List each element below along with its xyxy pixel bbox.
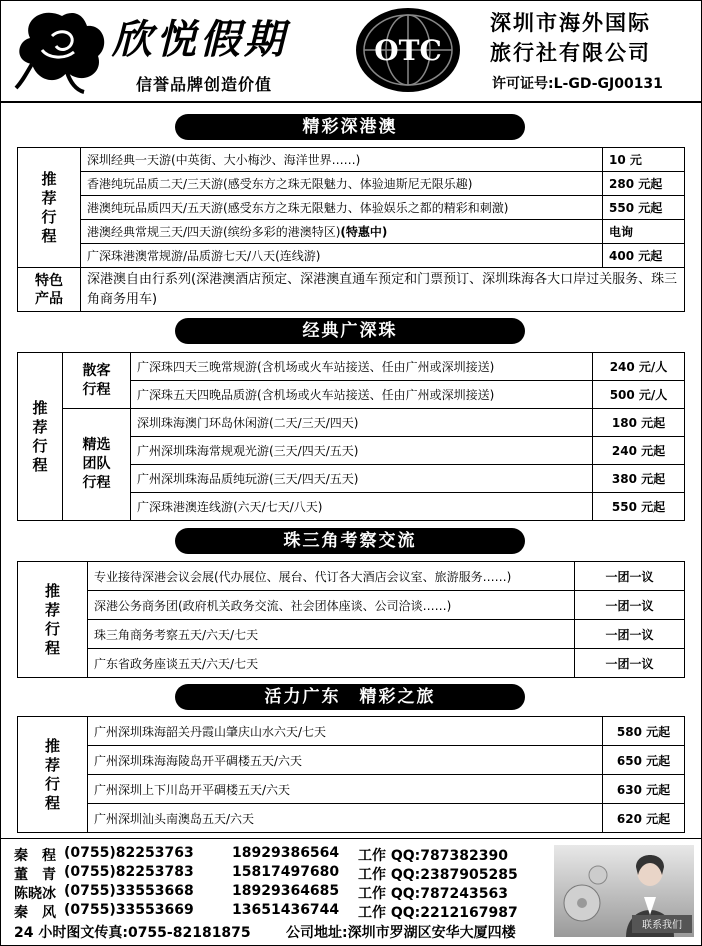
route-cell: 专业接待深港会议会展(代办展位、展台、代订各大酒店会议室、旅游服务……) — [88, 562, 575, 591]
brand-slogan: 信誉品牌创造价值 — [136, 75, 273, 94]
header — [0, 0, 702, 103]
recommend-label: 推荐行程 — [18, 717, 88, 833]
section-title-guangdong: 活力广东 精彩之旅 — [175, 684, 525, 710]
price-cell: 电询 — [603, 220, 685, 244]
recommend-label: 推荐行程 — [18, 562, 88, 678]
table-row — [18, 353, 685, 381]
rose-logo-icon — [12, 6, 112, 94]
route-text: 港澳经典常规三天/四天游(缤纷多彩的港澳特区) — [87, 225, 341, 239]
route-cell: 港澳纯玩品质四天/五天游(感受东方之珠无限魅力、体验娱乐之都的精彩和刺激) — [81, 196, 603, 220]
price-cell: 一团一议 — [575, 649, 685, 678]
contact-mobile: 13651436744 — [232, 902, 340, 918]
price-cell: 240 元起 — [593, 437, 685, 465]
price-cell: 一团一议 — [575, 620, 685, 649]
individual-tour-label: 散客行程 — [63, 353, 131, 409]
contact-name: 董 青 — [14, 867, 56, 883]
contact-phone: (0755)82253763 — [64, 845, 194, 861]
contact-name: 陈晓冰 — [14, 886, 56, 902]
contact-mobile: 18929386564 — [232, 845, 340, 861]
price-cell: 580 元起 — [603, 717, 685, 746]
route-cell: 广深珠港澳常规游/品质游七天/八天(连线游) — [81, 244, 603, 268]
route-cell: 广州深圳汕头南澳岛五天/六天 — [88, 804, 603, 833]
table-row — [18, 804, 685, 833]
price-cell: 550 元起 — [593, 493, 685, 521]
price-cell: 10 元 — [603, 148, 685, 172]
route-cell: 广州深圳上下川岛开平碉楼五天/六天 — [88, 775, 603, 804]
route-cell: 香港纯玩品质二天/三天游(感受东方之珠无限魅力、体验迪斯尼无限乐趣) — [81, 172, 603, 196]
route-cell: 珠三角商务考察五天/六天/七天 — [88, 620, 575, 649]
route-cell: 深圳珠海澳门环岛休闲游(二天/三天/四天) — [131, 409, 593, 437]
price-cell: 620 元起 — [603, 804, 685, 833]
table-row — [18, 562, 685, 591]
route-cell — [81, 220, 603, 244]
section-title-gz-sz-zh: 经典广深珠 — [175, 318, 525, 344]
price-cell: 500 元/人 — [593, 381, 685, 409]
price-cell: 400 元起 — [603, 244, 685, 268]
table-row — [18, 148, 685, 172]
price-cell: 650 元起 — [603, 746, 685, 775]
fax-line: 24 小时图文传真:0755-82181875 — [14, 925, 251, 941]
group-tour-label: 精选团队行程 — [63, 409, 131, 521]
table-row — [18, 620, 685, 649]
otc-logo-text: OTC — [374, 34, 442, 67]
photo-caption: 联系我们 — [642, 920, 682, 931]
table-row — [18, 717, 685, 746]
contact-qq: 工作 QQ:2387905285 — [358, 867, 518, 883]
price-cell: 180 元起 — [593, 409, 685, 437]
route-cell: 深港公务商务团(政府机关政务交流、社会团体座谈、公司洽谈……) — [88, 591, 575, 620]
price-cell: 630 元起 — [603, 775, 685, 804]
section-title-prd-inspection: 珠三角考察交流 — [175, 528, 525, 554]
contact-phone: (0755)82253783 — [64, 864, 194, 880]
table-row — [18, 746, 685, 775]
table-row — [18, 244, 685, 268]
price-cell: 280 元起 — [603, 172, 685, 196]
section3-table — [17, 561, 685, 678]
receptionist-illustration — [554, 845, 694, 937]
table-row — [18, 591, 685, 620]
contact-qq: 工作 QQ:787243563 — [358, 886, 508, 902]
contact-mobile: 15817497680 — [232, 864, 340, 880]
section1-table — [17, 147, 685, 312]
license-number: 许可证号:L-GD-GJ00131 — [492, 76, 663, 92]
table-row — [18, 649, 685, 678]
table-row — [18, 268, 685, 312]
contact-phone: (0755)33553668 — [64, 883, 194, 899]
route-cell: 广州深圳珠海韶关丹霞山肇庆山水六天/七天 — [88, 717, 603, 746]
contact-qq: 工作 QQ:787382390 — [358, 848, 508, 864]
price-cell: 550 元起 — [603, 196, 685, 220]
recommend-label: 推荐行程 — [18, 353, 63, 521]
otc-globe-logo — [352, 6, 464, 94]
contact-phone: (0755)33553669 — [64, 902, 194, 918]
table-row — [18, 220, 685, 244]
company-name-line1: 深圳市海外国际 — [490, 11, 651, 35]
route-cell: 广州深圳珠海海陵岛开平碉楼五天/六天 — [88, 746, 603, 775]
contact-qq: 工作 QQ:2212167987 — [358, 905, 518, 921]
section2-table — [17, 352, 685, 521]
route-cell: 广东省政务座谈五天/六天/七天 — [88, 649, 575, 678]
special-products-label: 特色产品 — [18, 268, 81, 312]
table-row — [18, 775, 685, 804]
price-cell: 240 元/人 — [593, 353, 685, 381]
contact-name: 秦 程 — [14, 848, 56, 864]
recommend-label: 推荐行程 — [18, 148, 81, 268]
special-offer-note: (特惠中) — [340, 225, 388, 239]
table-row — [18, 172, 685, 196]
brand-name: 欣悦假期 — [112, 16, 288, 63]
route-cell: 广深珠五天四晚品质游(含机场或火车站接送、任由广州或深圳接送) — [131, 381, 593, 409]
price-cell: 一团一议 — [575, 562, 685, 591]
company-name-line2: 旅行社有限公司 — [490, 41, 651, 65]
receptionist-photo — [554, 845, 694, 937]
price-cell: 一团一议 — [575, 591, 685, 620]
contact-name: 秦 风 — [14, 905, 56, 921]
table-row — [18, 409, 685, 437]
route-cell: 广深珠四天三晚常规游(含机场或火车站接送、任由广州或深圳接送) — [131, 353, 593, 381]
contact-mobile: 18929364685 — [232, 883, 340, 899]
company-address: 公司地址:深圳市罗湖区安华大厦四楼 — [286, 925, 516, 941]
company-name — [490, 8, 651, 68]
special-products-text: 深港澳自由行系列(深港澳酒店预定、深港澳直通车预定和门票预订、深圳珠海各大口岸过关服务、珠三角商务用车) — [81, 268, 685, 312]
route-cell: 广州深圳珠海常规观光游(三天/四天/五天) — [131, 437, 593, 465]
price-cell: 380 元起 — [593, 465, 685, 493]
section4-table — [17, 716, 685, 833]
table-row — [18, 196, 685, 220]
route-cell: 深圳经典一天游(中英街、大小梅沙、海洋世界……) — [81, 148, 603, 172]
route-cell: 广州深圳珠海品质纯玩游(三天/四天/五天) — [131, 465, 593, 493]
section-title-shenzhen-hk-macau: 精彩深港澳 — [175, 114, 525, 140]
route-cell: 广深珠港澳连线游(六天/七天/八天) — [131, 493, 593, 521]
